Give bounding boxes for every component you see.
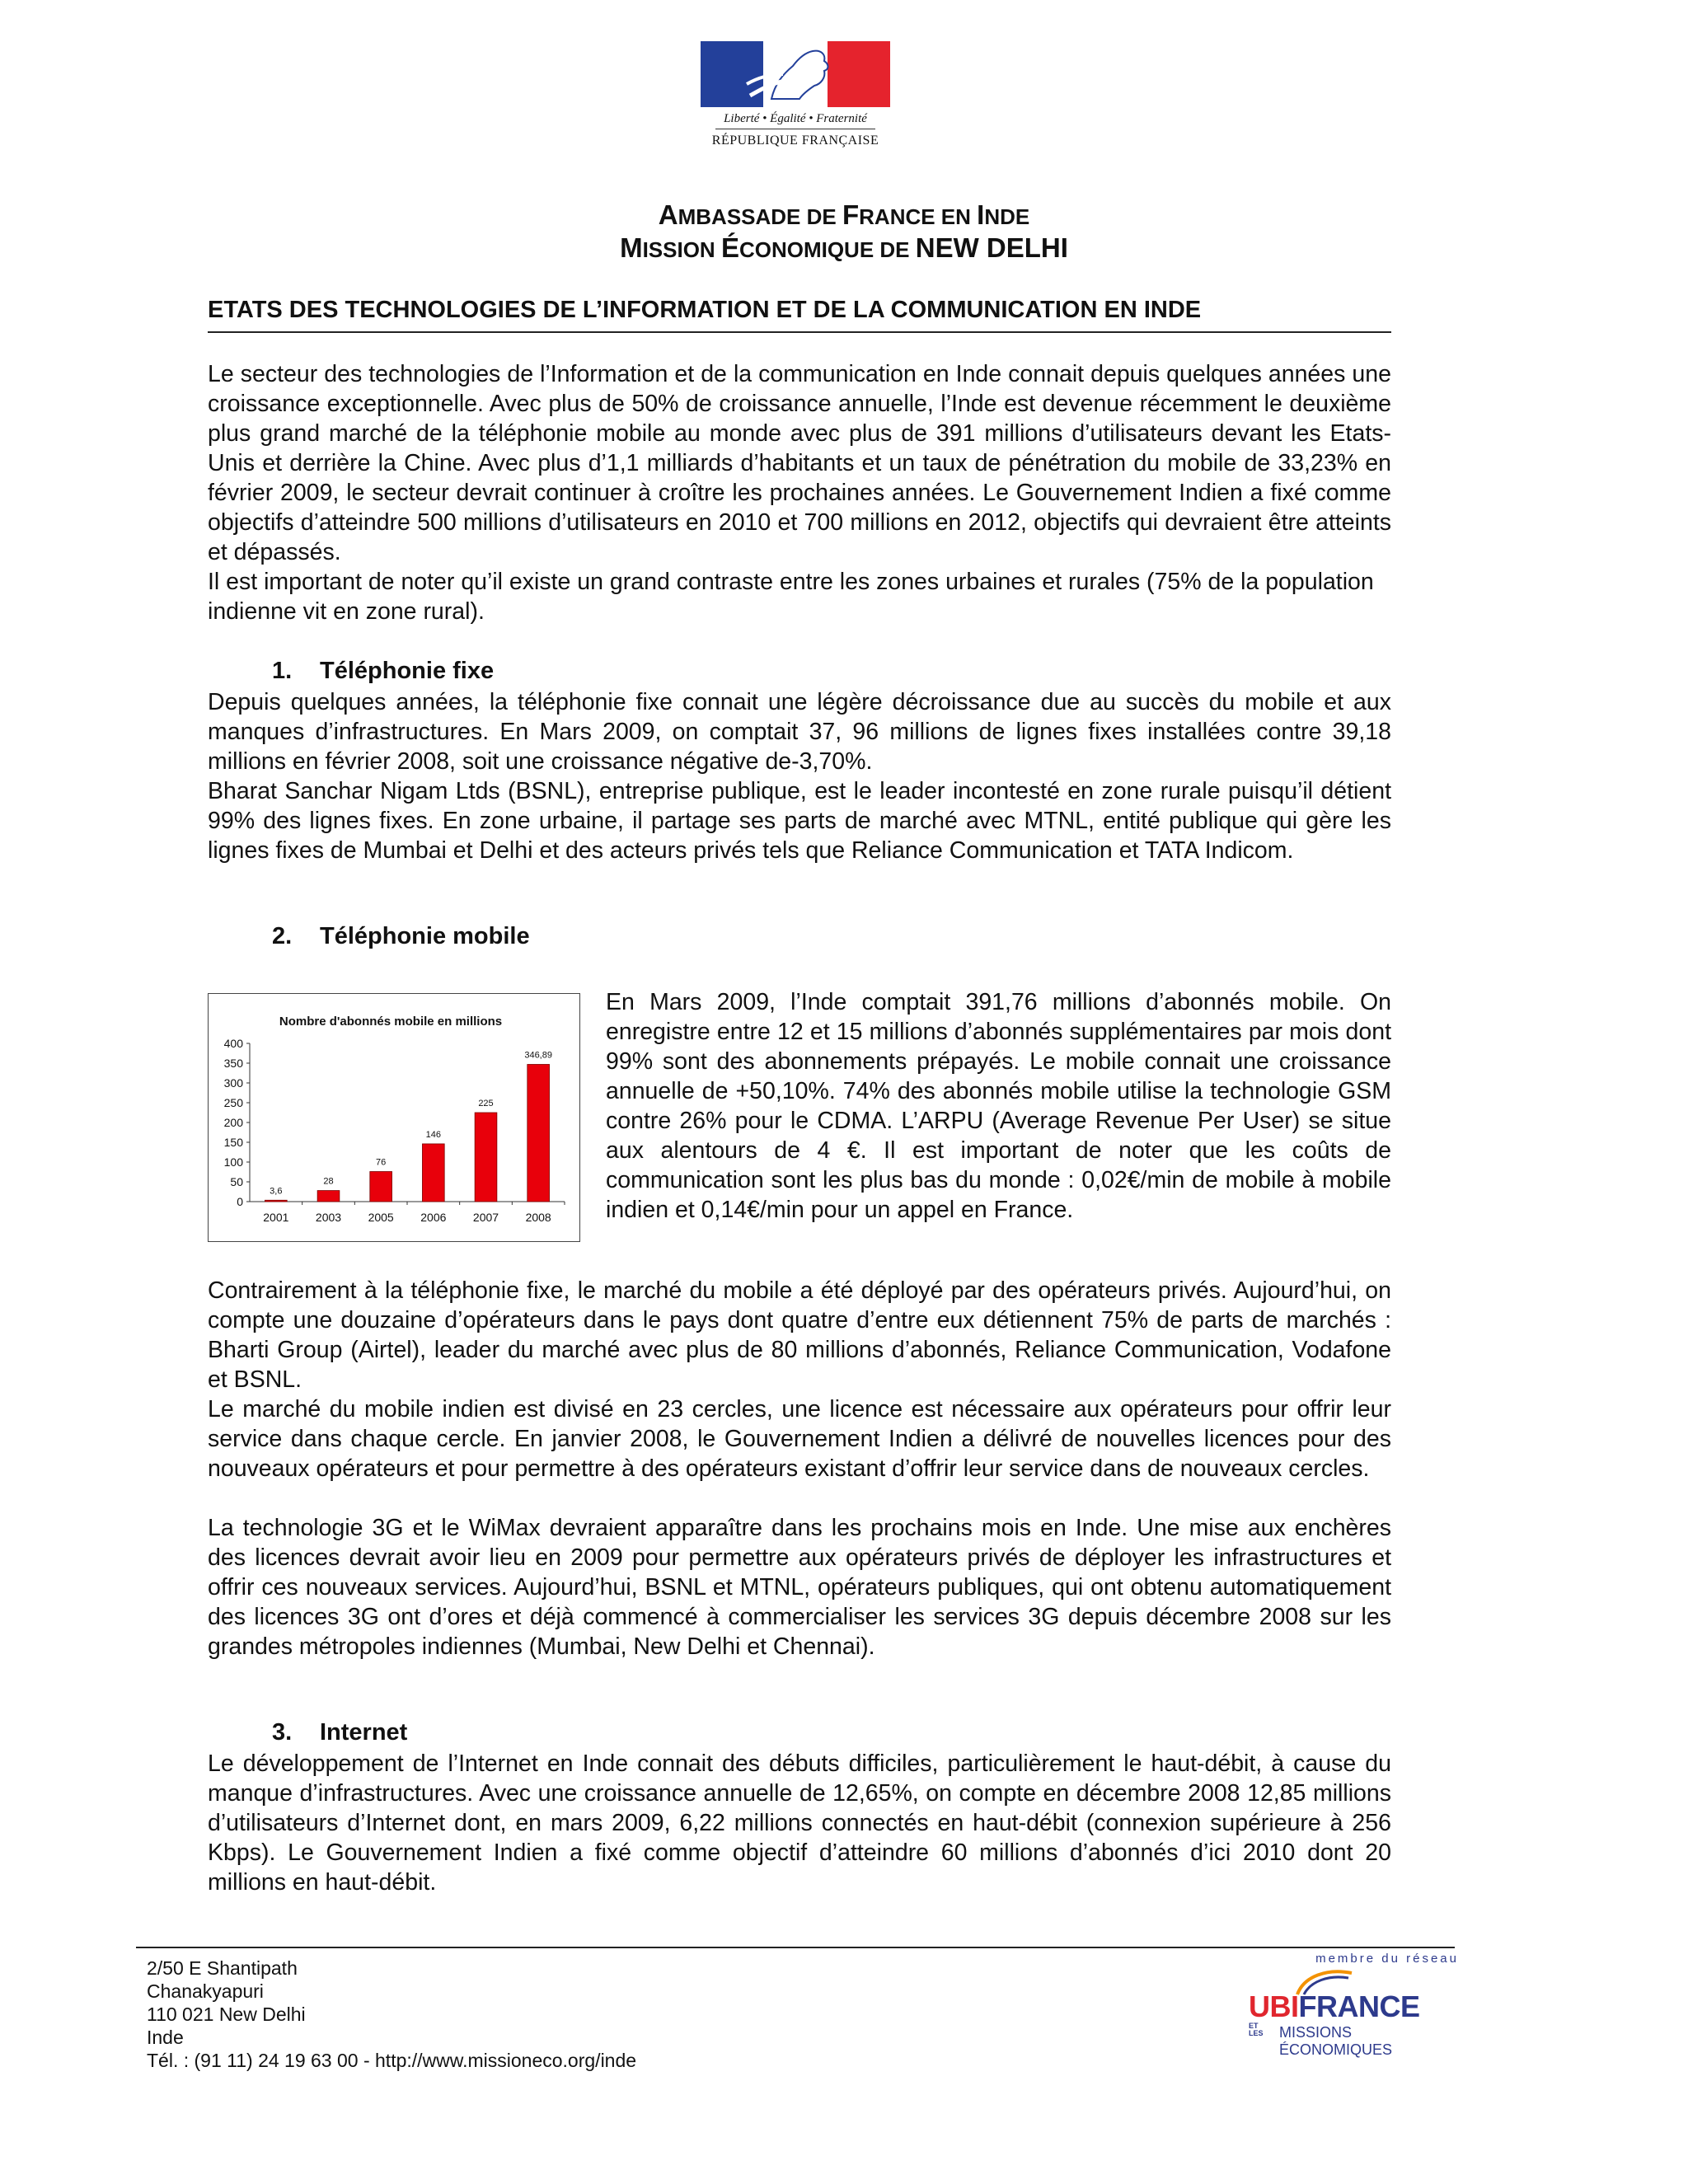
- x-tick-label: 2003: [315, 1211, 342, 1224]
- chart-canvas: [209, 994, 579, 1241]
- chart-bar: [528, 1064, 550, 1202]
- x-tick-label: 2007: [472, 1211, 499, 1224]
- chart-bar: [317, 1191, 340, 1202]
- section-paragraph: Contrairement à la téléphonie fixe, le marché du mobile a été déployé par des opérateurs privés. Aujourd’hui, on compte une douzaine d’opérateurs dans le pays dont quatre d’entre eux détiennent 75% de parts de marchés : Bharti Group (Airtel), leader du marché avec plus de 80 millions d’abonnés, Reliance Communication, Vodafone et BSNL.: [208, 1277, 1391, 1393]
- address-line: 110 021 New Delhi: [147, 2004, 306, 2025]
- y-tick-label: 150: [223, 1136, 243, 1149]
- mobile-subscribers-chart: [208, 993, 580, 1242]
- bar-value-label: 346,89: [524, 1050, 552, 1061]
- motto: Liberté • Égalité • Fraternité: [724, 112, 867, 125]
- contact-line: Tél. : (91 11) 24 19 63 00 - http://www.missioneco.org/inde: [147, 2050, 637, 2071]
- y-tick-label: 250: [223, 1096, 243, 1109]
- mobile-summary-paragraph: En Mars 2009, l’Inde comptait 391,76 millions d’abonnés mobile. On enregistre entre 12 et 15 millions d’abonnés supplémentaires par mois dont 99% sont des abonnements prépayés. Le mobile connait une croissance annuelle de +50,10%. 74% des abonnés mobile utilise la technologie GSM contre 26% pour le CDMA. L’ARPU (Average Revenue Per User) se situe aux alentours de 4 €. Il est important de noter que les coûts de communication sont les plus bas du monde : 0,02€/min de mobile à mobile indien et 0,14€/min pour un appel en France.: [606, 989, 1391, 1223]
- section-heading-telephonie-mobile: 2. Téléphonie mobile: [272, 923, 530, 949]
- section-heading-internet: 3. Internet: [272, 1719, 408, 1746]
- chart-bar: [422, 1144, 444, 1202]
- ubifrance-et-les: ET LES: [1249, 2022, 1264, 2037]
- ubifrance-missions: MISSIONS ÉCONOMIQUES: [1279, 2024, 1393, 2058]
- chart-bar: [265, 1200, 287, 1202]
- title-underline: [208, 331, 1391, 333]
- document-title: ETATS DES TECHNOLOGIES DE L’INFORMATION ET DE LA COMMUNICATION EN INDE: [208, 297, 1202, 323]
- y-tick-label: 100: [223, 1155, 243, 1169]
- section-paragraph: Depuis quelques années, la téléphonie fixe connait une légère décroissance due au succès du mobile et aux manques d’infrastructures. En Mars 2009, on comptait 37, 96 millions de lignes fixes installées contre 39,18 millions en février 2008, soit une croissance négative de-3,70%.: [208, 689, 1391, 775]
- bar-value-label: 146: [425, 1129, 442, 1140]
- section-paragraph: La technologie 3G et le WiMax devraient apparaître dans les prochains mois en Inde. Une mise aux enchères des licences devrait avoir lieu en 2009 pour permettre aux opérateurs privés de déployer les infrastructures et offrir ces nouveaux services. Aujourd’hui, BSNL et MTNL, opérateurs publiques, qui ont obtenu automatiquement des licences 3G ont d’ores et déjà commencé à commercialiser les services 3G depuis décembre 2008 sur les grandes métropoles indiennes (Mumbai, New Delhi et Chennai).: [208, 1515, 1391, 1660]
- republique-francaise-logo: [701, 41, 890, 157]
- y-tick-label: 50: [230, 1175, 243, 1188]
- y-tick-label: 400: [223, 1037, 243, 1050]
- address-line: Inde: [147, 2027, 184, 2048]
- bar-value-label: 225: [478, 1099, 494, 1108]
- ubifrance-wordmark: UBIFRANCE: [1249, 1990, 1420, 2023]
- mission-heading: MISSION ÉCONOMIQUE DE NEW DELHI: [620, 232, 1068, 263]
- intro-paragraph: Il est important de noter qu’il existe un grand contraste entre les zones urbaines et rurales (75% de la population indienne vit en zone rural).: [208, 569, 1374, 625]
- bar-value-label: 28: [323, 1176, 334, 1187]
- chart-title: Nombre d'abonnés mobile en millions: [279, 1015, 503, 1029]
- section-paragraph: Le marché du mobile indien est divisé en 23 cercles, une licence est nécessaire aux opérateurs pour offrir leur service dans chaque cercle. En janvier 2008, le Gouvernement Indien a délivré de nouvelles licences pour des nouveaux opérateurs et pour permettre à des opérateurs existant d’offrir leur service dans de nouveaux cercles.: [208, 1396, 1391, 1482]
- x-tick-label: 2008: [525, 1211, 551, 1224]
- y-tick-label: 0: [237, 1195, 243, 1208]
- address-line: Chanakyapuri: [147, 1980, 264, 2002]
- chart-bar: [475, 1113, 497, 1202]
- chart-bar: [370, 1172, 392, 1202]
- bar-value-label: 3,6: [270, 1186, 283, 1197]
- marianne-flag-icon: [701, 41, 890, 107]
- x-tick-label: 2001: [263, 1211, 289, 1224]
- address-line: 2/50 E Shantipath: [147, 1957, 298, 1979]
- ubifrance-network-label: membre du réseau: [1315, 1952, 1459, 1966]
- y-tick-label: 300: [223, 1076, 243, 1090]
- footer-divider: [136, 1947, 1455, 1948]
- republic-name: RÉPUBLIQUE FRANÇAISE: [711, 134, 879, 148]
- x-tick-label: 2006: [420, 1211, 447, 1224]
- embassy-heading: AMBASSADE DE FRANCE EN INDE: [658, 199, 1030, 230]
- marianne-profile-icon: [701, 41, 890, 107]
- intro-paragraph: Le secteur des technologies de l’Information et de la communication en Inde connait depuis quelques années une croissance exceptionnelle. Avec plus de 50% de croissance annuelle, l’Inde est devenue récemment le deuxième plus grand marché de la téléphonie mobile au monde avec plus de 391 millions d’utilisateurs devant les Etats-Unis et derrière la Chine. Avec plus d’1,1 milliards d’habitants et un taux de pénétration du mobile de 33,23% en février 2009, le secteur devrait continuer à croître les prochaines années. Le Gouvernement Indien a fixé comme objectifs d’atteindre 500 millions d’utilisateurs en 2010 et 700 millions en 2012, objectifs qui devraient être atteints et dépassés.: [208, 361, 1391, 565]
- bar-value-label: 76: [376, 1157, 387, 1168]
- section-paragraph: Le développement de l’Internet en Inde connait des débuts difficiles, particulièrement le haut-débit, à cause du manque d’infrastructures. Avec une croissance annuelle de 12,65%, on compte en décembre 2008 12,85 millions d’utilisateurs d’Internet dont, en mars 2009, 6,22 millions connectés en haut-débit (connexion supérieure à 256 Kbps). Le Gouvernement Indien a fixé comme objectif d’atteindre 60 millions d’abonnés d’ici 2010 dont 20 millions en haut-débit.: [208, 1750, 1391, 1896]
- y-tick-label: 350: [223, 1057, 243, 1070]
- section-paragraph: Bharat Sanchar Nigam Ltds (BSNL), entreprise publique, est le leader incontesté en zone rurale puisqu’il détient 99% des lignes fixes. En zone urbaine, il partage ses parts de marché avec MTNL, entité publique qui gère les lignes fixes de Mumbai et Delhi et des acteurs privés tels que Reliance Communication et TATA Indicom.: [208, 778, 1391, 864]
- y-tick-label: 200: [223, 1116, 243, 1129]
- section-heading-telephonie-fixe: 1. Téléphonie fixe: [272, 658, 495, 684]
- ubifrance-logo: [1245, 1952, 1459, 2058]
- x-tick-label: 2005: [368, 1211, 394, 1224]
